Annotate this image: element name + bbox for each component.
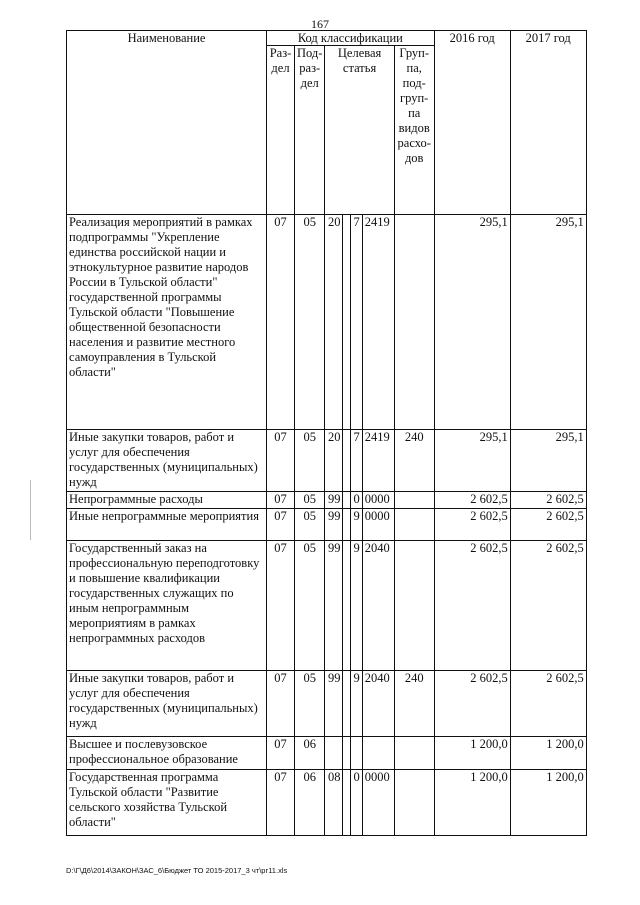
margin-mark (30, 480, 31, 540)
row-value-2017: 2 602,5 (510, 541, 586, 671)
row-name: Государственная программа Тульской области "Развитие сельского хозяйства Тульской области" (67, 770, 267, 836)
row-value-2017: 295,1 (510, 215, 586, 430)
row-value-2017: 295,1 (510, 430, 586, 492)
row-razdel: 07 (267, 215, 295, 430)
row-razdel: 07 (267, 737, 295, 770)
row-value-2016: 2 602,5 (434, 509, 510, 541)
header-group: Груп-па, под-груп-па видов расхо-дов (394, 46, 434, 215)
row-podrazdel: 05 (295, 541, 325, 671)
row-target-code: 0000 (362, 492, 394, 509)
row-name: Государственный заказ на профессиональную переподготовку и повышение квалификации государственных служащих по иным непрограммным мероприятиям в рамках непрограммных расходов (67, 541, 267, 671)
row-name: Высшее и послевузовское профессиональное образование (67, 737, 267, 770)
row-value-2016: 295,1 (434, 215, 510, 430)
row-razdel: 07 (267, 430, 295, 492)
row-podrazdel: 05 (295, 430, 325, 492)
row-value-2016: 2 602,5 (434, 671, 510, 737)
row-target-sub (343, 737, 351, 770)
row-podrazdel: 05 (295, 492, 325, 509)
row-podrazdel: 05 (295, 215, 325, 430)
row-name: Непрограммные расходы (67, 492, 267, 509)
header-year-2017: 2017 год (510, 31, 586, 215)
row-razdel: 07 (267, 671, 295, 737)
table-row (67, 215, 587, 430)
header-podrazdel: Под-раз-дел (295, 46, 325, 215)
row-target-program (325, 737, 343, 770)
row-target-program: 20 (325, 215, 343, 430)
header-year-2016: 2016 год (434, 31, 510, 215)
row-target-sub (343, 509, 351, 541)
row-value-2016: 295,1 (434, 430, 510, 492)
row-podrazdel: 05 (295, 509, 325, 541)
row-razdel: 07 (267, 770, 295, 836)
row-razdel: 07 (267, 492, 295, 509)
header-code-group: Код классификации (267, 31, 435, 46)
row-target-event: 7 (351, 430, 362, 492)
row-target-code: 2040 (362, 671, 394, 737)
header-name: Наименование (67, 31, 267, 215)
row-group: 240 (394, 430, 434, 492)
table-row (67, 430, 587, 492)
row-razdel: 07 (267, 541, 295, 671)
table-row (67, 737, 587, 770)
row-target-event: 9 (351, 671, 362, 737)
row-value-2017: 2 602,5 (510, 509, 586, 541)
row-target-event (351, 737, 362, 770)
row-target-event: 0 (351, 770, 362, 836)
row-target-code: 0000 (362, 770, 394, 836)
row-name: Иные непрограммные мероприятия (67, 509, 267, 541)
row-target-event: 0 (351, 492, 362, 509)
row-group: 240 (394, 671, 434, 737)
row-target-sub (343, 492, 351, 509)
header-target: Целевая статья (325, 46, 394, 215)
row-target-sub (343, 671, 351, 737)
row-target-program: 99 (325, 541, 343, 671)
row-target-event: 7 (351, 215, 362, 430)
row-target-sub (343, 541, 351, 671)
table-row (67, 770, 587, 836)
row-target-code (362, 737, 394, 770)
header-razdel: Раз-дел (267, 46, 295, 215)
row-target-program: 99 (325, 509, 343, 541)
row-value-2016: 2 602,5 (434, 492, 510, 509)
row-value-2017: 1 200,0 (510, 770, 586, 836)
row-target-code: 2040 (362, 541, 394, 671)
row-group (394, 509, 434, 541)
table-row (67, 541, 587, 671)
row-name: Иные закупки товаров, работ и услуг для обеспечения государственных (муниципальных) нужд (67, 430, 267, 492)
table-row (67, 509, 587, 541)
row-target-code: 0000 (362, 509, 394, 541)
row-value-2016: 2 602,5 (434, 541, 510, 671)
table-row (67, 492, 587, 509)
row-target-program: 99 (325, 492, 343, 509)
budget-table (66, 30, 587, 836)
row-value-2016: 1 200,0 (434, 737, 510, 770)
row-target-event: 9 (351, 541, 362, 671)
row-group (394, 737, 434, 770)
row-razdel: 07 (267, 509, 295, 541)
row-target-code: 2419 (362, 215, 394, 430)
row-target-sub (343, 770, 351, 836)
row-group (394, 215, 434, 430)
row-target-sub (343, 215, 351, 430)
row-target-program: 99 (325, 671, 343, 737)
row-value-2016: 1 200,0 (434, 770, 510, 836)
row-target-code: 2419 (362, 430, 394, 492)
row-group (394, 541, 434, 671)
page-number: 167 (311, 17, 329, 31)
row-group (394, 492, 434, 509)
footer-file-path: D:\Г\Д6\2014\ЗАКОН\ЗАС_6\Бюджет ТО 2015-2017_3 чт\рг11.xls (66, 866, 288, 875)
row-value-2017: 2 602,5 (510, 671, 586, 737)
row-target-sub (343, 430, 351, 492)
row-name: Иные закупки товаров, работ и услуг для обеспечения государственных (муниципальных) нужд (67, 671, 267, 737)
row-target-event: 9 (351, 509, 362, 541)
row-target-program: 20 (325, 430, 343, 492)
row-group (394, 770, 434, 836)
table-row (67, 671, 587, 737)
row-value-2017: 2 602,5 (510, 492, 586, 509)
row-target-program: 08 (325, 770, 343, 836)
row-podrazdel: 05 (295, 671, 325, 737)
row-podrazdel: 06 (295, 770, 325, 836)
row-name: Реализация мероприятий в рамках подпрограммы "Укрепление единства российской нации и этнокультурное развитие народов России в Тульской области" государственной программы Тульской области "Повышение общественной безопасности населения и развитие местного самоуправления в Тульской области" (67, 215, 267, 430)
row-value-2017: 1 200,0 (510, 737, 586, 770)
row-podrazdel: 06 (295, 737, 325, 770)
